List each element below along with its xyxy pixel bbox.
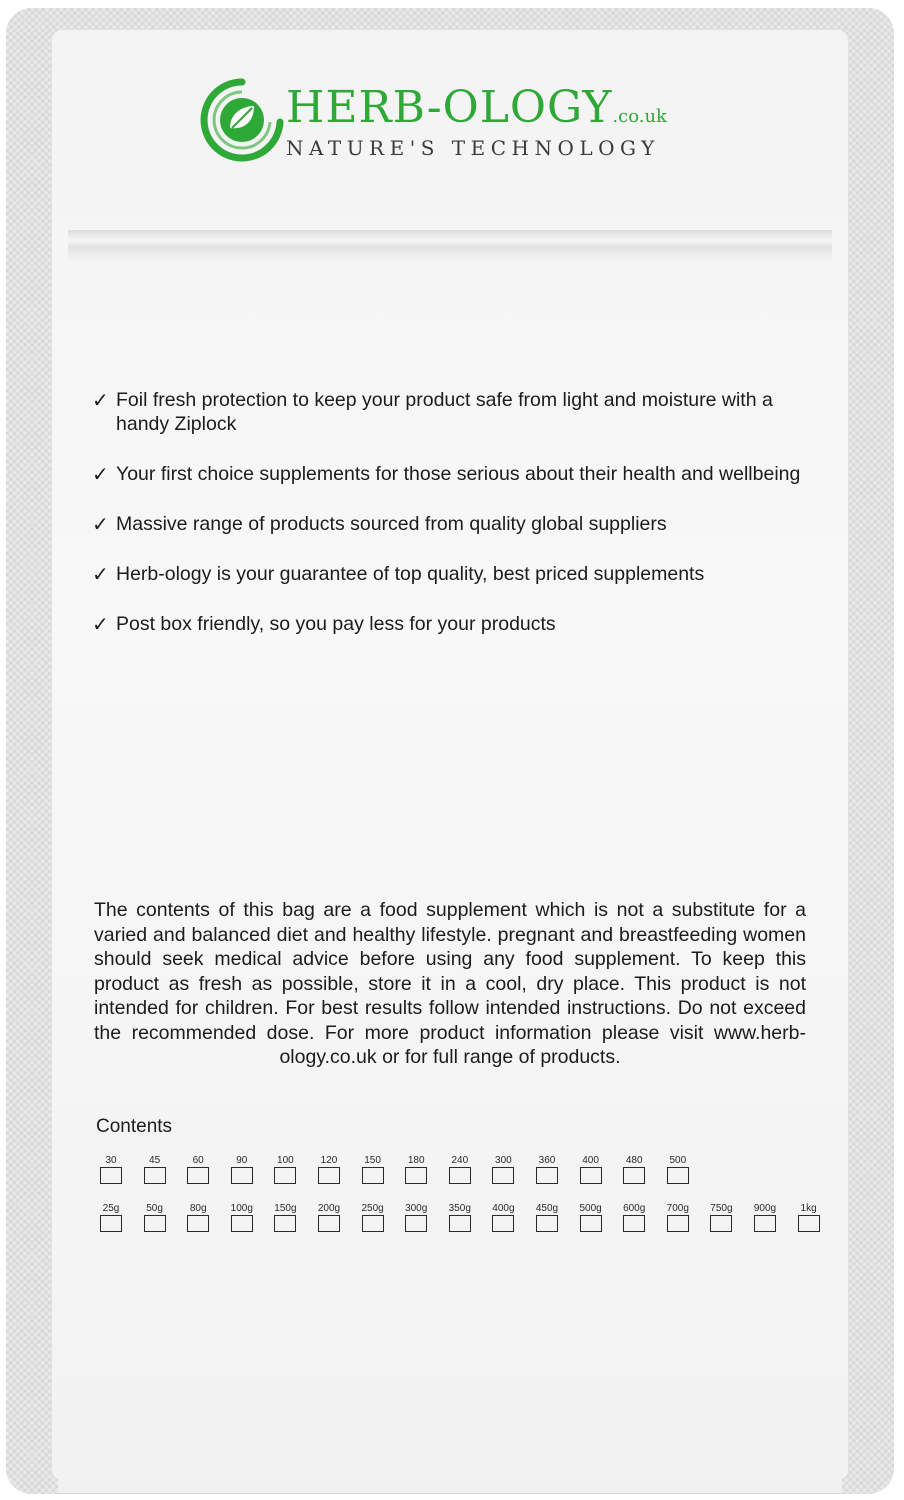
checkbox[interactable] — [274, 1167, 296, 1184]
count-option-label: 300 — [495, 1155, 512, 1166]
checkbox[interactable] — [492, 1215, 514, 1232]
weight-option-label: 900g — [753, 1203, 777, 1214]
checkbox[interactable] — [449, 1215, 471, 1232]
checkbox[interactable] — [100, 1215, 122, 1232]
checkbox[interactable] — [580, 1167, 602, 1184]
leaf-logo-icon — [200, 78, 284, 162]
disclaimer-text: The contents of this bag are a food supplement which is not a substitute for a varied and balanced diet and healthy lifestyle. pregnant and breastfeeding women should seek medical advice before using any food supplement. To keep this product as fresh as possible, store it in a cool, dry place. This product is not intended for children. For best results follow intended instructions. Do not exceed the recommended dose. For more product information please visit www.herb-ology.co.uk or for full range of products. — [94, 899, 806, 1068]
weight-option[interactable] — [532, 1203, 562, 1232]
weight-option-label: 700g — [666, 1203, 689, 1214]
count-option[interactable] — [532, 1155, 562, 1184]
pouch-face — [52, 30, 848, 1480]
count-option-label: 400 — [582, 1155, 599, 1166]
brand-name: HERB-OLOGY.co.uk — [286, 82, 667, 133]
benefit-list — [92, 388, 812, 662]
check-icon: ✓ — [92, 512, 109, 536]
weight-option[interactable] — [401, 1203, 431, 1232]
checkbox[interactable] — [754, 1215, 776, 1232]
count-option[interactable] — [663, 1155, 693, 1184]
count-option[interactable] — [358, 1155, 388, 1184]
weight-option-label: 25g — [102, 1203, 120, 1214]
count-option[interactable] — [445, 1155, 475, 1184]
checkbox[interactable] — [667, 1215, 689, 1232]
checkbox[interactable] — [798, 1215, 820, 1232]
checkbox[interactable] — [405, 1215, 427, 1232]
weight-option-label: 50g — [146, 1203, 163, 1214]
checkbox[interactable] — [362, 1167, 384, 1184]
weight-option-label: 750g — [710, 1203, 733, 1214]
checkbox[interactable] — [623, 1167, 645, 1184]
count-option-label: 240 — [451, 1155, 469, 1166]
weight-option-label: 150g — [274, 1203, 297, 1214]
count-option-label: 30 — [105, 1155, 117, 1166]
brand-domain: .co.uk — [612, 106, 667, 127]
check-icon: ✓ — [92, 388, 109, 412]
count-option-label: 45 — [149, 1155, 161, 1166]
weight-option-label: 300g — [405, 1203, 428, 1214]
weight-option[interactable] — [314, 1203, 344, 1232]
check-icon: ✓ — [92, 562, 109, 586]
checkbox[interactable] — [144, 1215, 166, 1232]
count-option[interactable] — [183, 1155, 213, 1184]
weight-option-label: 200g — [317, 1203, 341, 1214]
weight-option-label: 500g — [579, 1203, 602, 1214]
count-option-label: 150 — [364, 1155, 381, 1166]
count-option-label: 120 — [320, 1155, 338, 1166]
checkbox[interactable] — [318, 1215, 340, 1232]
checkbox[interactable] — [187, 1167, 209, 1184]
checkbox[interactable] — [318, 1167, 340, 1184]
benefit-item: ✓ Post box friendly, so you pay less for your products — [92, 612, 556, 636]
weight-option-label: 1kg — [800, 1203, 817, 1214]
checkbox[interactable] — [231, 1167, 253, 1184]
weight-option[interactable] — [619, 1203, 649, 1232]
checkbox[interactable] — [231, 1215, 253, 1232]
count-option-label: 480 — [625, 1155, 643, 1166]
top-seal — [6, 8, 894, 30]
weight-option-label: 250g — [361, 1203, 384, 1214]
count-option[interactable] — [227, 1155, 257, 1184]
weight-option-label: 100g — [230, 1203, 253, 1214]
checkbox[interactable] — [710, 1215, 732, 1232]
check-icon: ✓ — [92, 462, 109, 486]
count-option-label: 100 — [277, 1155, 294, 1166]
count-option-label: 180 — [407, 1155, 425, 1166]
count-option[interactable] — [488, 1155, 518, 1184]
checkbox[interactable] — [274, 1215, 296, 1232]
checkbox[interactable] — [580, 1215, 602, 1232]
benefit-item: ✓ Massive range of products sourced from quality global suppliers — [92, 512, 667, 536]
weight-option[interactable] — [96, 1203, 126, 1232]
weight-option[interactable] — [358, 1203, 388, 1232]
checkbox[interactable] — [187, 1215, 209, 1232]
checkbox[interactable] — [536, 1167, 558, 1184]
count-option[interactable] — [140, 1155, 170, 1184]
weight-option[interactable] — [140, 1203, 170, 1232]
count-option-label: 60 — [192, 1155, 204, 1166]
weight-option[interactable] — [183, 1203, 213, 1232]
weight-option[interactable] — [794, 1203, 824, 1232]
checkbox[interactable] — [144, 1167, 166, 1184]
weight-option-label: 400g — [492, 1203, 515, 1214]
pouch — [6, 8, 894, 1494]
weight-option-label: 600g — [623, 1203, 646, 1214]
benefit-item: ✓ Herb-ology is your guarantee of top quality, best priced supplements — [92, 562, 705, 586]
ziplock-strip — [68, 230, 832, 260]
checkbox[interactable] — [667, 1167, 689, 1184]
weight-option[interactable] — [750, 1203, 780, 1232]
checkbox[interactable] — [449, 1167, 471, 1184]
check-icon: ✓ — [92, 612, 109, 636]
count-option-label: 90 — [236, 1155, 248, 1166]
weight-option[interactable] — [445, 1203, 475, 1232]
count-option[interactable] — [270, 1155, 300, 1184]
weight-option[interactable] — [227, 1203, 257, 1232]
checkbox[interactable] — [623, 1215, 645, 1232]
count-option[interactable] — [314, 1155, 344, 1184]
benefit-item: ✓ Foil fresh protection to keep your product safe from light and moisture with a handy Ziplock — [92, 388, 773, 435]
count-option[interactable] — [576, 1155, 606, 1184]
checkbox[interactable] — [492, 1167, 514, 1184]
weight-option[interactable] — [488, 1203, 518, 1232]
weight-option[interactable] — [706, 1203, 736, 1232]
brand-tagline: NATURE'S TECHNOLOGY — [286, 136, 660, 160]
checkbox[interactable] — [405, 1167, 427, 1184]
count-option[interactable] — [619, 1155, 649, 1184]
benefit-item: ✓ Your first choice supplements for those serious about their health and wellbeing — [92, 462, 801, 486]
weight-option[interactable] — [270, 1203, 300, 1232]
count-option-label: 360 — [538, 1155, 556, 1166]
count-option[interactable] — [401, 1155, 431, 1184]
left-seal — [6, 8, 58, 1494]
weight-option[interactable] — [663, 1203, 693, 1232]
weight-option-label: 80g — [189, 1203, 207, 1214]
weight-option[interactable] — [576, 1203, 606, 1232]
count-option-label: 500 — [669, 1155, 687, 1166]
weight-option-label: 450g — [535, 1203, 559, 1214]
checkbox[interactable] — [100, 1167, 122, 1184]
contents-label: Contents — [96, 1116, 173, 1137]
checkbox[interactable] — [362, 1215, 384, 1232]
right-seal — [842, 8, 894, 1494]
brand-logo — [200, 78, 720, 168]
weight-option-label: 350g — [448, 1203, 471, 1214]
checkbox[interactable] — [536, 1215, 558, 1232]
count-option[interactable] — [96, 1155, 126, 1184]
